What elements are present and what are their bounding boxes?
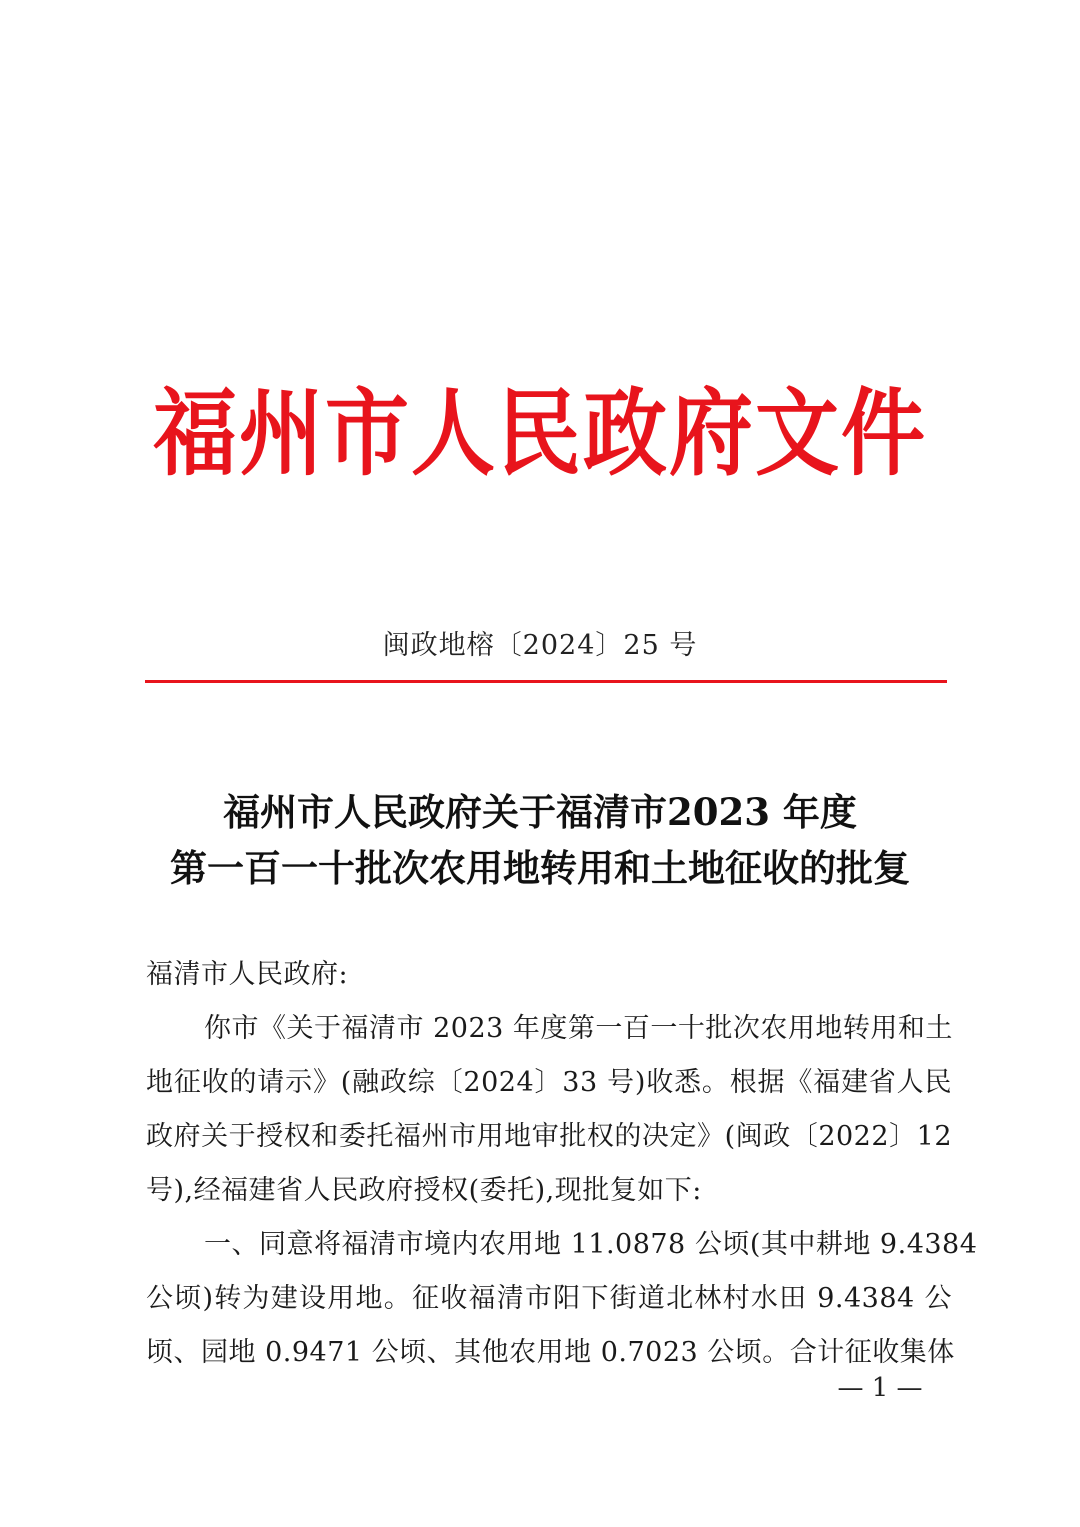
body-line-6: 公顷)转为建设用地。征收福清市阳下街道北林村水田 9.4384 公 bbox=[146, 1283, 952, 1314]
document-title-line-1: 福州市人民政府关于福清市2023 年度 bbox=[223, 790, 857, 834]
document-number: 闽政地榕〔2024〕25 号 bbox=[382, 630, 698, 661]
red-divider-line bbox=[145, 680, 947, 683]
document-title bbox=[0, 784, 1080, 896]
body-line-5: 一、同意将福清市境内农用地 11.0878 公顷(其中耕地 9.4384 bbox=[204, 1229, 978, 1260]
body-line-4: 号),经福建省人民政府授权(委托),现批复如下: bbox=[146, 1175, 702, 1206]
salutation: 福清市人民政府: bbox=[146, 959, 349, 990]
page-number: — 1 — bbox=[837, 1373, 923, 1403]
body-line-2: 地征收的请示》(融政综〔2024〕33 号)收悉。根据《福建省人民 bbox=[146, 1067, 952, 1098]
body-line-7: 顷、园地 0.9471 公顷、其他农用地 0.7023 公顷。合计征收集体 bbox=[146, 1337, 955, 1368]
document-body bbox=[146, 948, 978, 1380]
document-header-title: 福州市人民政府文件 bbox=[152, 377, 927, 489]
document-title-line-2: 第一百一十批次农用地转用和土地征收的批复 bbox=[170, 846, 910, 890]
body-line-1: 你市《关于福清市 2023 年度第一百一十批次农用地转用和土 bbox=[204, 1013, 953, 1044]
body-line-3: 政府关于授权和委托福州市用地审批权的决定》(闽政〔2022〕12 bbox=[146, 1121, 952, 1152]
